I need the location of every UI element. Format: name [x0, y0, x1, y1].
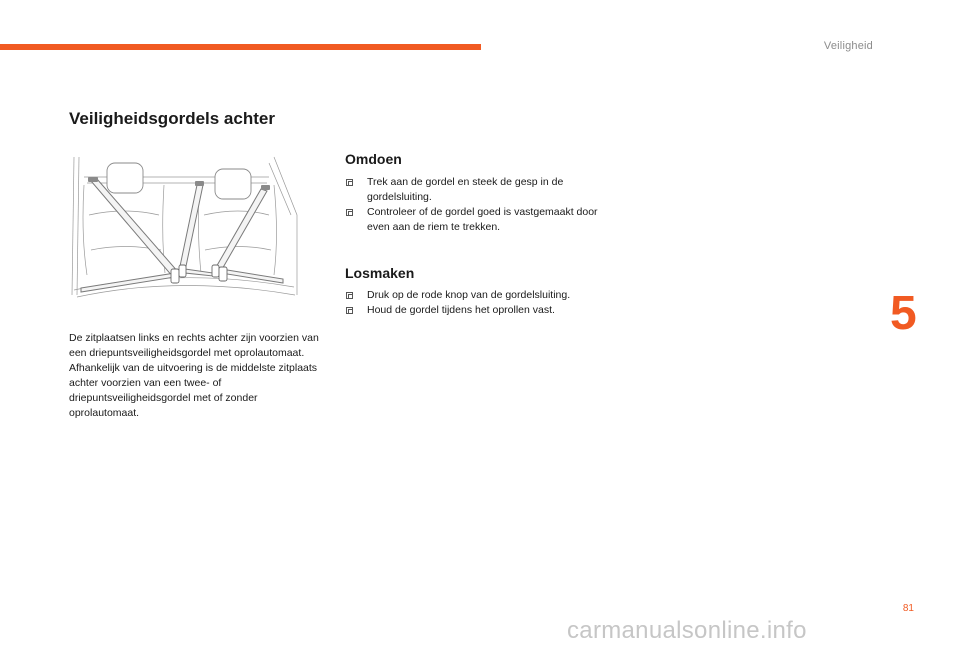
losmaken-steps: [345, 288, 600, 318]
section-name: Veiligheid: [823, 40, 873, 52]
step-text: Controleer of de gordel goed is vastgemaakt door even aan de riem te trekken.: [367, 206, 598, 233]
intro-paragraph: De zitplaatsen links en rechts achter zijn voorzien van een driepuntsveiligheidsgordel met oprolautomaat.: [69, 332, 319, 359]
watermark: carmanualsonline.info: [567, 617, 807, 644]
checkbox-bullet-icon: [346, 209, 353, 216]
losmaken-heading: Losmaken: [345, 265, 415, 281]
rear-seat-belts-illustration: [69, 155, 299, 305]
omdoen-heading: Omdoen: [345, 151, 402, 167]
checkbox-bullet-icon: [346, 307, 353, 314]
intro-paragraph: Afhankelijk van de uitvoering is de middelste zitplaats achter voorzien van een twee- of driepuntsveiligheidsgordel met of zonder oprolautomaat.: [69, 362, 318, 419]
step-text: Druk op de rode knop van de gordelsluiting.: [367, 289, 571, 301]
checkbox-bullet-icon: [346, 292, 353, 299]
omdoen-steps: [345, 175, 600, 235]
checkbox-bullet-icon: [346, 179, 353, 186]
page-number: 81: [902, 603, 914, 614]
list-item: [345, 205, 600, 235]
header-accent-bar: [0, 44, 481, 50]
chapter-number: 5: [890, 287, 917, 340]
list-item: [345, 288, 600, 303]
page-title: Veiligheidsgordels achter: [69, 109, 275, 128]
step-text: Houd de gordel tijdens het oprollen vast.: [367, 304, 555, 316]
list-item: [345, 303, 600, 318]
step-text: Trek aan de gordel en steek de gesp in de gordelsluiting.: [367, 176, 564, 203]
intro-text: [69, 331, 319, 421]
list-item: [345, 175, 600, 205]
